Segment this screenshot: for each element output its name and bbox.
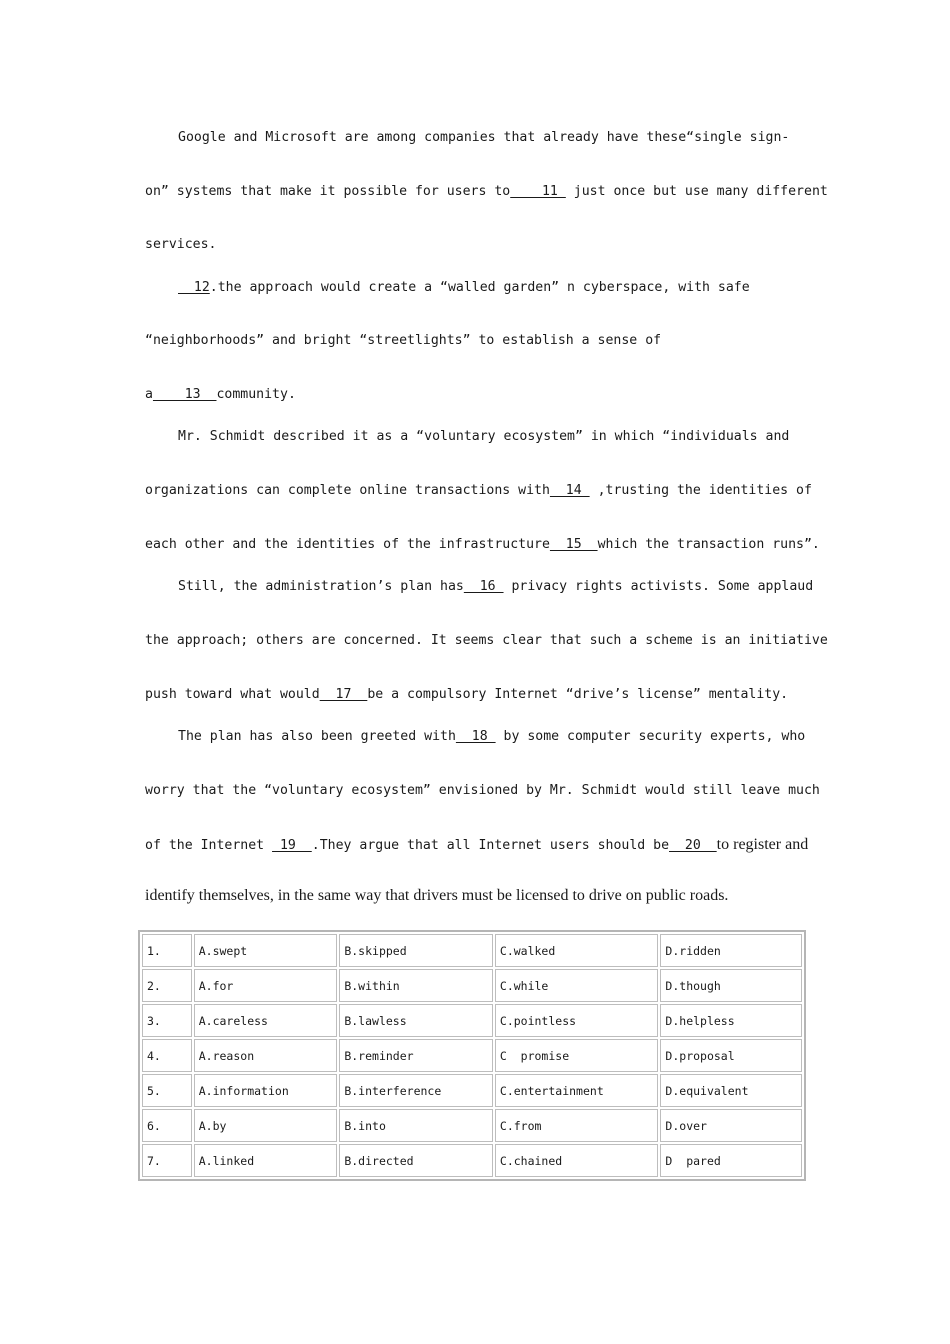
paragraph-line: [145, 579, 813, 594]
text: privacy rights activists. Some applaud: [503, 579, 814, 594]
blank-16[interactable]: 16: [463, 579, 504, 594]
text: .They argue that all Internet users should be: [311, 838, 670, 853]
text: ,trusting the identities of: [589, 483, 812, 498]
blank-12[interactable]: 12: [178, 280, 210, 295]
question-number: 6.: [142, 1109, 192, 1142]
text: each other and the identities of the infrastructure: [145, 537, 550, 552]
text: push toward what would: [145, 687, 320, 702]
blank-20[interactable]: 20: [669, 838, 717, 853]
table-row: [142, 1039, 802, 1072]
paragraph-line: [145, 537, 820, 552]
option-a[interactable]: A.linked: [194, 1144, 338, 1177]
question-number: 3.: [142, 1004, 192, 1037]
paragraph-line: [145, 387, 296, 402]
option-d[interactable]: D.over: [660, 1109, 802, 1142]
option-d[interactable]: D.ridden: [660, 934, 802, 967]
paragraph-line: [145, 184, 828, 199]
question-number: 2.: [142, 969, 192, 1002]
paragraph-line: [145, 887, 728, 905]
paragraph-line: [145, 783, 820, 798]
text: services.: [145, 237, 217, 252]
option-c[interactable]: C.chained: [495, 1144, 659, 1177]
option-b[interactable]: B.interference: [339, 1074, 493, 1107]
option-b[interactable]: B.lawless: [339, 1004, 493, 1037]
option-a[interactable]: A.by: [194, 1109, 338, 1142]
text: Mr. Schmidt described it as a “voluntary ecosystem” in which “individuals and: [178, 429, 790, 444]
option-a[interactable]: A.reason: [194, 1039, 338, 1072]
option-b[interactable]: B.directed: [339, 1144, 493, 1177]
options-table: [138, 930, 806, 1181]
paragraph-line: [145, 130, 789, 145]
text: worry that the “voluntary ecosystem” envisioned by Mr. Schmidt would still leave much: [145, 783, 820, 798]
option-a[interactable]: A.careless: [194, 1004, 338, 1037]
option-a[interactable]: A.swept: [194, 934, 338, 967]
text: a: [145, 387, 153, 402]
blank-13[interactable]: 13: [152, 387, 217, 402]
text: the approach; others are concerned. It seems clear that such a scheme is an initiative: [145, 633, 828, 648]
blank-17[interactable]: 17: [319, 687, 368, 702]
option-d[interactable]: D.proposal: [660, 1039, 802, 1072]
paragraph-line: [145, 687, 788, 702]
text: organizations can complete online transactions with: [145, 483, 550, 498]
text: on” systems that make it possible for users to: [145, 184, 511, 199]
question-number: 7.: [142, 1144, 192, 1177]
paragraph-line: [145, 633, 828, 648]
text: just once but use many different: [565, 184, 828, 199]
text: The plan has also been greeted with: [178, 729, 456, 744]
paragraph-line: [145, 333, 661, 348]
text: which the transaction runs”.: [597, 537, 820, 552]
option-b[interactable]: B.within: [339, 969, 493, 1002]
paragraph-line: [145, 483, 812, 498]
text: “neighborhoods” and bright “streetlights” to establish a sense of: [145, 333, 662, 348]
blank-18[interactable]: 18: [455, 729, 496, 744]
table-row: [142, 1109, 802, 1142]
question-number: 1.: [142, 934, 192, 967]
blank-14[interactable]: 14: [549, 483, 590, 498]
blank-19[interactable]: 19: [272, 838, 312, 853]
paragraph-line: [145, 237, 216, 252]
option-d[interactable]: D.though: [660, 969, 802, 1002]
paragraph-line: [145, 429, 789, 444]
option-c[interactable]: C.while: [495, 969, 659, 1002]
text: Google and Microsoft are among companies that already have these“single sign-: [178, 130, 790, 145]
question-number: 5.: [142, 1074, 192, 1107]
text: to register and: [716, 836, 809, 853]
option-c[interactable]: C.entertainment: [495, 1074, 659, 1107]
option-b[interactable]: B.skipped: [339, 934, 493, 967]
table-row: [142, 969, 802, 1002]
blank-15[interactable]: 15: [549, 537, 598, 552]
option-b[interactable]: B.into: [339, 1109, 493, 1142]
option-b[interactable]: B.reminder: [339, 1039, 493, 1072]
option-c[interactable]: C.from: [495, 1109, 659, 1142]
text: be a compulsory Internet “drive’s license” mentality.: [367, 687, 789, 702]
table-row: [142, 1004, 802, 1037]
option-a[interactable]: A.information: [194, 1074, 338, 1107]
option-d[interactable]: D.equivalent: [660, 1074, 802, 1107]
text: of the Internet: [145, 838, 273, 853]
table-row: [142, 1074, 802, 1107]
paragraph-line: [145, 729, 805, 744]
text: identify themselves, in the same way that drivers must be licensed to drive on public roads.: [145, 887, 729, 904]
paragraph-line: [145, 836, 808, 854]
text: by some computer security experts, who: [495, 729, 806, 744]
blank-11[interactable]: 11: [510, 184, 566, 199]
text: .the approach would create a “walled garden” n cyberspace, with safe: [209, 280, 750, 295]
option-a[interactable]: A.for: [194, 969, 338, 1002]
options-table-body: [142, 934, 802, 1177]
table-row: [142, 1144, 802, 1177]
question-number: 4.: [142, 1039, 192, 1072]
table-row: [142, 934, 802, 967]
option-d[interactable]: D pared: [660, 1144, 802, 1177]
paragraph-line: [145, 280, 750, 295]
option-c[interactable]: C.walked: [495, 934, 659, 967]
option-d[interactable]: D.helpless: [660, 1004, 802, 1037]
option-c[interactable]: C.pointless: [495, 1004, 659, 1037]
option-c[interactable]: C promise: [495, 1039, 659, 1072]
text: community.: [216, 387, 296, 402]
text: Still, the administration’s plan has: [178, 579, 464, 594]
